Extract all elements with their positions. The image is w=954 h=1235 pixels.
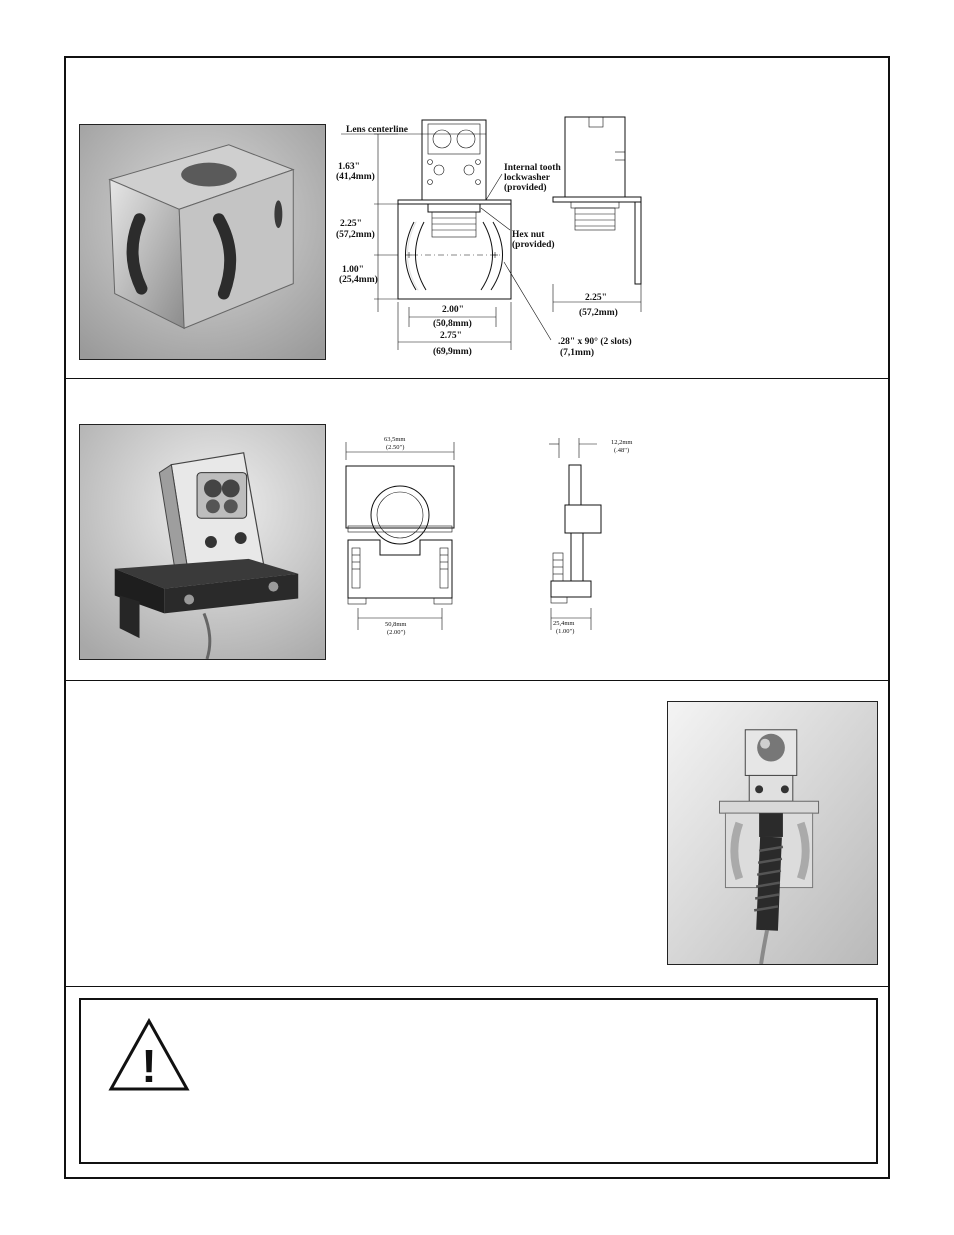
lockwasher-line2: lockwasher [504,173,550,183]
dim-225-mm: (57,2mm) [336,230,375,240]
frame-bottom [64,1177,890,1179]
top-width-in: (2.50") [386,444,405,451]
dim-100-mm: (25,4mm) [339,275,378,285]
frame-top-left [64,56,520,58]
divider-1 [64,378,890,379]
clamp-photo-art [80,425,325,659]
hex-nut-line1: Hex nut [512,230,545,240]
dim-200-in: 2.00" [442,305,464,315]
dim-163-in: 1.63" [338,162,360,172]
clamp-front-view-drawing [340,430,460,640]
side-225-in: 2.25" [585,293,607,303]
clamp-side-view-drawing [545,430,645,640]
dim-163-mm: (41,4mm) [336,172,375,182]
bracket-side-view-drawing [545,112,655,322]
lockwasher-line3: (provided) [504,183,547,193]
top-width-mm: 63,5mm [384,436,406,443]
dim-100-in: 1.00" [342,265,364,275]
dim-200-mm: (50,8mm) [433,319,472,329]
slots-mm-label: (7,1mm) [560,348,595,358]
divider-3 [64,986,890,987]
side-bottom-mm: 25,4mm [553,620,575,627]
sensor-mounted-with-cable-photo [667,701,878,965]
bottom-width-mm: 50,8mm [385,621,407,628]
side-bottom-in: (1.00") [556,628,575,635]
slots-label: .28" x 90° (2 slots) [558,337,632,347]
clamp-bracket-sensor-photo [79,424,326,660]
warning-box [79,998,878,1164]
side-top-mm: 12,2mm [611,439,633,446]
lockwasher-line1: Internal tooth [504,163,561,173]
side-225-mm: (57,2mm) [579,308,618,318]
dim-275-mm: (69,9mm) [433,347,472,357]
frame-right [888,56,890,1179]
dim-225-in: 2.25" [340,219,362,229]
warning-triangle-icon [108,1018,190,1092]
mounting-bracket-photo [79,124,326,360]
bracket-photo-art [80,125,325,359]
divider-2 [64,680,890,681]
warning-symbol: ! [141,1040,157,1092]
dim-275-in: 2.75" [440,331,462,341]
frame-top-right [520,56,890,58]
side-top-in: (.48") [614,447,630,454]
lens-centerline-label: Lens centerline [346,125,409,135]
hex-nut-line2: (provided) [512,240,555,250]
mounted-photo-art [668,702,877,964]
bottom-width-in: (2.00") [387,629,406,636]
frame-left [64,56,66,1179]
